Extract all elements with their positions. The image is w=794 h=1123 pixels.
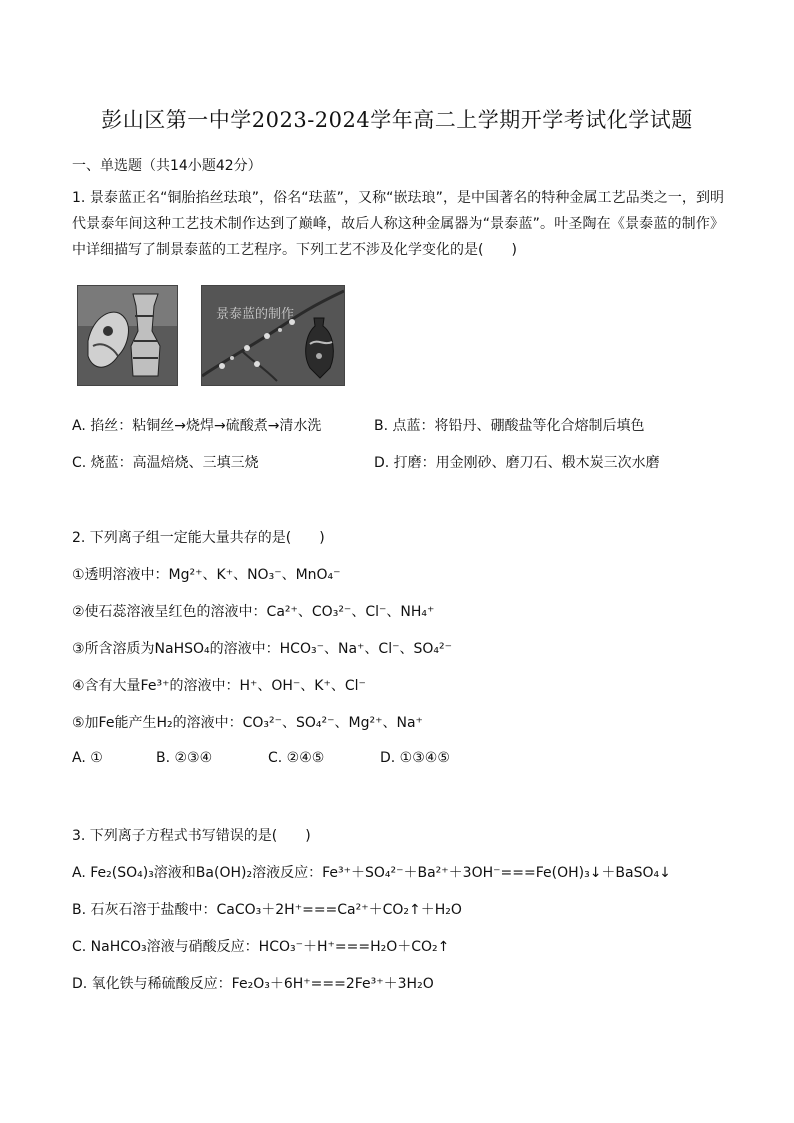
question-2-option-c: C. ②④⑤ (268, 750, 325, 766)
question-2-option-b: B. ②③④ (156, 750, 213, 766)
question-3-option-d: D. 氧化铁与稀硫酸反应：Fe₂O₃＋6H⁺===2Fe³⁺＋3H₂O (72, 976, 434, 992)
question-2-stem: 2. 下列离子组一定能大量共存的是( ) (72, 530, 325, 546)
exam-title: 彭山区第一中学2023-2024学年高二上学期开学考试化学试题 (101, 108, 693, 132)
question-2-option-a: A. ① (72, 750, 103, 766)
question-2-item-1: ①透明溶液中：Mg²⁺、K⁺、NO₃⁻、MnO₄⁻ (72, 567, 341, 583)
question-1-text: 1. 景泰蓝正名“铜胎掐丝珐琅”，俗名“珐蓝”，又称“嵌珐琅”，是中国著名的特种金属工艺品类之一，到明代景泰年间这种工艺技术制作达到了巅峰，故后人称这种金属器为“景泰蓝”。叶圣陶在《景泰蓝的制作》中详细描写了制景泰蓝的工艺程序。下列工艺不涉及化学变化的是( ) (72, 190, 724, 258)
question-2-item-2: ②使石蕊溶液呈红色的溶液中：Ca²⁺、CO₃²⁻、Cl⁻、NH₄⁺ (72, 604, 435, 620)
question-2-option-d: D. ①③④⑤ (380, 750, 450, 766)
question-2-item-4: ④含有大量Fe³⁺的溶液中：H⁺、OH⁻、K⁺、Cl⁻ (72, 678, 366, 694)
question-2-item-5: ⑤加Fe能产生H₂的溶液中：CO₃²⁻、SO₄²⁻、Mg²⁺、Na⁺ (72, 715, 423, 731)
question-3-option-b: B. 石灰石溶于盐酸中：CaCO₃＋2H⁺===Ca²⁺＋CO₂↑＋H₂O (72, 902, 462, 918)
question-1-option-d: D. 打磨：用金刚砂、磨刀石、椴木炭三次水磨 (374, 455, 660, 471)
question-1-option-b: B. 点蓝：将铅丹、硼酸盐等化合熔制后填色 (374, 418, 645, 434)
vessel-illustration (78, 286, 177, 385)
cloisonne-vessel-photo (77, 285, 178, 386)
cloisonne-making-photo (201, 285, 345, 386)
image-caption: 景泰蓝的制作 (216, 307, 295, 322)
plum-blossom-illustration (202, 286, 344, 385)
question-3-stem: 3. 下列离子方程式书写错误的是( ) (72, 828, 311, 844)
question-3-option-c: C. NaHCO₃溶液与硝酸反应：HCO₃⁻＋H⁺===H₂O＋CO₂↑ (72, 939, 450, 955)
question-1-option-a: A. 掐丝：粘铜丝→烧焊→硫酸煮→清水洗 (72, 418, 322, 434)
question-3-option-a: A. Fe₂(SO₄)₃溶液和Ba(OH)₂溶液反应：Fe³⁺＋SO₄²⁻＋Ba²⁺＋3OH⁻===Fe(OH)₃↓＋BaSO₄↓ (72, 865, 671, 881)
section-heading: 一、单选题（共14小题42分） (72, 158, 262, 174)
question-2-item-3: ③所含溶质为NaHSO₄的溶液中：HCO₃⁻、Na⁺、Cl⁻、SO₄²⁻ (72, 641, 452, 657)
question-1-option-c: C. 烧蓝：高温焙烧、三填三烧 (72, 455, 259, 471)
